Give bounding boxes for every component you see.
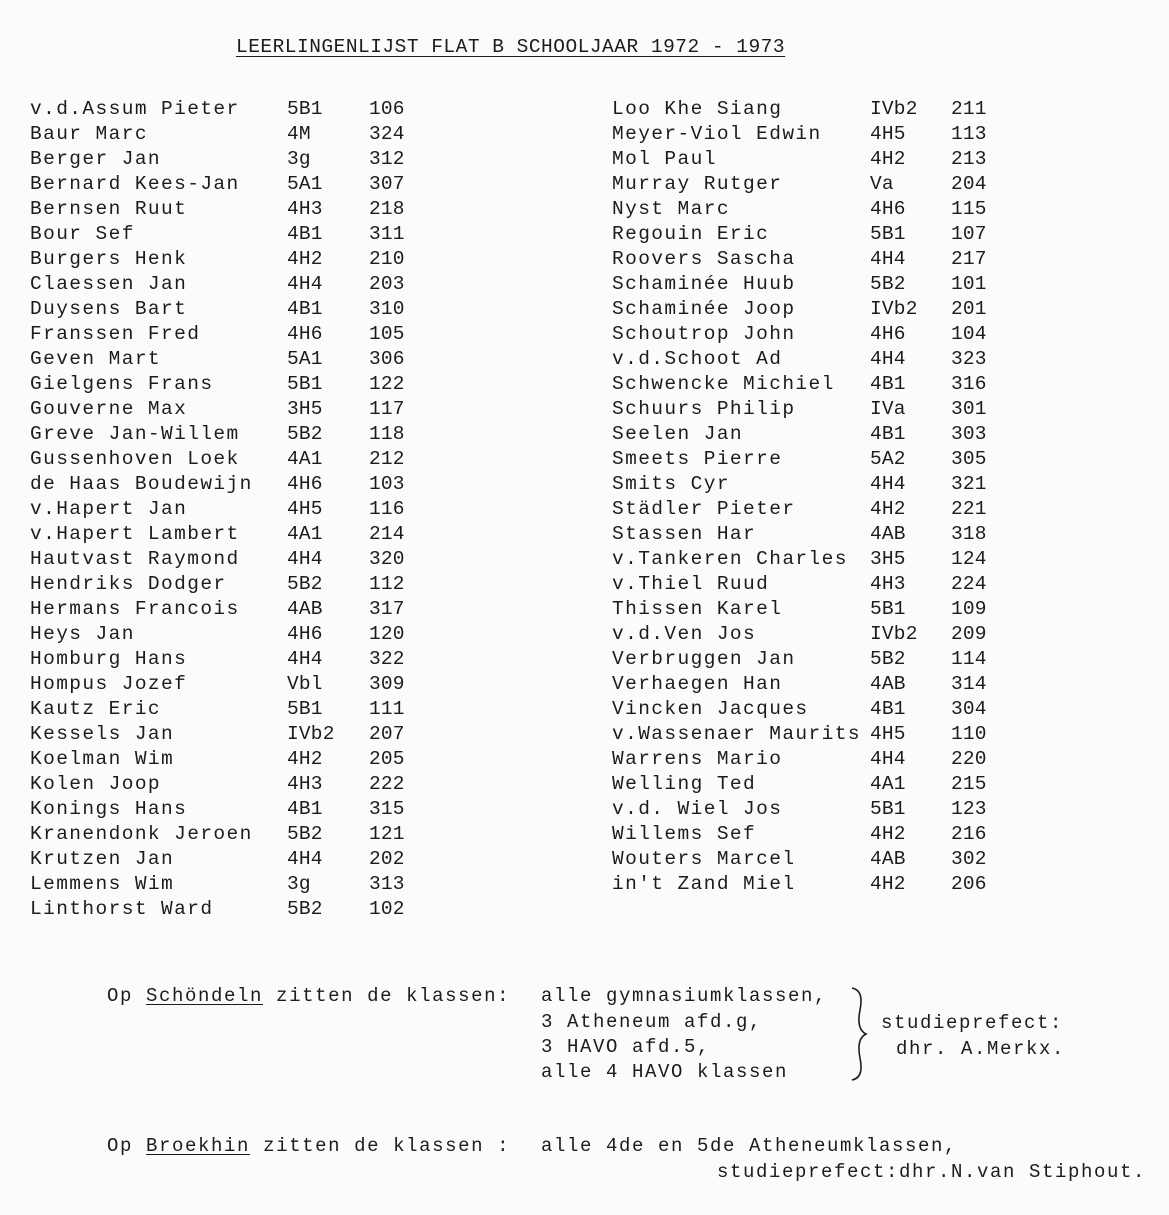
student-room: 306	[369, 348, 405, 370]
student-room: 224	[951, 573, 987, 595]
student-room: 213	[951, 148, 987, 170]
student-class: 4AB	[870, 673, 906, 695]
student-class: 4H5	[870, 123, 906, 145]
student-room: 315	[369, 798, 405, 820]
student-room: 302	[951, 848, 987, 870]
student-room: 105	[369, 323, 405, 345]
student-name: Schaminée Huub	[612, 273, 796, 295]
student-class: 4A1	[287, 448, 323, 470]
student-room: 309	[369, 673, 405, 695]
student-class: 4A1	[287, 523, 323, 545]
broekhin-prefect: studieprefect:dhr.N.van Stiphout.	[717, 1161, 1147, 1183]
student-room: 301	[951, 398, 987, 420]
student-name: Krutzen Jan	[30, 848, 175, 870]
broekhin-place: Broekhin	[146, 1135, 251, 1157]
student-class: 4H4	[870, 473, 906, 495]
student-class: 4H2	[870, 148, 906, 170]
student-name: v.Hapert Lambert	[30, 523, 240, 545]
student-name: Welling Ted	[612, 773, 757, 795]
student-class: 5B1	[870, 798, 906, 820]
student-name: Gouverne Max	[30, 398, 188, 420]
student-class: 4B1	[870, 373, 906, 395]
student-class: 4H2	[870, 873, 906, 895]
schondeln-place: Schöndeln	[146, 985, 264, 1007]
student-class: 4B1	[870, 698, 906, 720]
student-room: 212	[369, 448, 405, 470]
student-room: 120	[369, 623, 405, 645]
student-room: 121	[369, 823, 405, 845]
student-class: 4H3	[287, 773, 323, 795]
student-name: v.d. Wiel Jos	[612, 798, 783, 820]
student-room: 104	[951, 323, 987, 345]
student-room: 216	[951, 823, 987, 845]
student-name: Bernard Kees-Jan	[30, 173, 240, 195]
student-class: 5B2	[287, 423, 323, 445]
student-class: 5B2	[287, 573, 323, 595]
student-class: IVa	[870, 398, 906, 420]
student-class: 4H6	[287, 623, 323, 645]
student-room: 217	[951, 248, 987, 270]
student-class: 4AB	[870, 848, 906, 870]
student-name: Thissen Karel	[612, 598, 783, 620]
schondeln-line-3: 3 HAVO afd.5,	[541, 1036, 711, 1058]
student-class: 5B1	[287, 698, 323, 720]
student-name: Lemmens Wim	[30, 873, 175, 895]
student-class: 4H3	[287, 198, 323, 220]
student-name: Murray Rutger	[612, 173, 783, 195]
student-name: Vincken Jacques	[612, 698, 809, 720]
student-name: Gielgens Frans	[30, 373, 214, 395]
student-name: v.d.Ven Jos	[612, 623, 757, 645]
student-name: Gussenhoven Loek	[30, 448, 240, 470]
student-class: 4H5	[287, 498, 323, 520]
student-name: Verhaegen Han	[612, 673, 783, 695]
student-name: Smeets Pierre	[612, 448, 783, 470]
student-name: Loo Khe Siang	[612, 98, 783, 120]
student-name: Schwencke Michiel	[612, 373, 835, 395]
student-name: Hendriks Dodger	[30, 573, 227, 595]
student-room: 215	[951, 773, 987, 795]
student-class: 4B1	[870, 423, 906, 445]
student-room: 205	[369, 748, 405, 770]
student-name: Schoutrop John	[612, 323, 796, 345]
student-room: 221	[951, 498, 987, 520]
student-class: 4A1	[870, 773, 906, 795]
student-room: 310	[369, 298, 405, 320]
student-name: Meyer-Viol Edwin	[612, 123, 822, 145]
student-name: Städler Pieter	[612, 498, 796, 520]
student-class: 3g	[287, 148, 311, 170]
student-class: 4M	[287, 123, 311, 145]
student-name: Schaminée Joop	[612, 298, 796, 320]
student-room: 123	[951, 798, 987, 820]
student-room: 317	[369, 598, 405, 620]
student-class: 4B1	[287, 798, 323, 820]
student-name: Mol Paul	[612, 148, 717, 170]
student-name: v.Tankeren Charles	[612, 548, 848, 570]
student-name: Roovers Sascha	[612, 248, 796, 270]
student-class: IVb2	[287, 723, 335, 745]
schondeln-prefect-label: studieprefect:	[881, 1012, 1064, 1034]
student-class: 5A1	[287, 348, 323, 370]
page-title: LEERLINGENLIJST FLAT B SCHOOLJAAR 1972 - 1973	[236, 36, 786, 58]
student-room: 201	[951, 298, 987, 320]
student-room: 202	[369, 848, 405, 870]
student-name: Smits Cyr	[612, 473, 730, 495]
student-name: Konings Hans	[30, 798, 188, 820]
student-class: 4H4	[870, 748, 906, 770]
schondeln-line-1: alle gymnasiumklassen,	[541, 985, 828, 1007]
student-room: 318	[951, 523, 987, 545]
student-room: 106	[369, 98, 405, 120]
student-class: 5B2	[870, 273, 906, 295]
student-room: 124	[951, 548, 987, 570]
student-room: 321	[951, 473, 987, 495]
student-class: 5B1	[287, 98, 323, 120]
student-room: 218	[369, 198, 405, 220]
student-room: 117	[369, 398, 405, 420]
student-room: 107	[951, 223, 987, 245]
student-name: v.Hapert Jan	[30, 498, 188, 520]
broekhin-line: alle 4de en 5de Atheneumklassen,	[541, 1135, 958, 1157]
student-room: 203	[369, 273, 405, 295]
student-class: 4B1	[287, 298, 323, 320]
student-name: v.d.Assum Pieter	[30, 98, 240, 120]
student-room: 116	[369, 498, 405, 520]
student-name: Hompus Jozef	[30, 673, 188, 695]
student-class: 5B1	[870, 223, 906, 245]
student-class: Va	[870, 173, 894, 195]
student-room: 220	[951, 748, 987, 770]
student-name: v.d.Schoot Ad	[612, 348, 783, 370]
student-room: 102	[369, 898, 405, 920]
student-room: 211	[951, 98, 987, 120]
student-name: Koelman Wim	[30, 748, 175, 770]
student-room: 103	[369, 473, 405, 495]
broekhin-suffix: zitten de klassen :	[263, 1135, 511, 1157]
student-room: 122	[369, 373, 405, 395]
schondeln-suffix: zitten de klassen:	[276, 985, 511, 1007]
student-room: 304	[951, 698, 987, 720]
student-name: Wouters Marcel	[612, 848, 796, 870]
student-room: 322	[369, 648, 405, 670]
student-room: 111	[369, 698, 405, 720]
student-room: 101	[951, 273, 987, 295]
student-class: 4H4	[870, 348, 906, 370]
student-class: 4AB	[287, 598, 323, 620]
student-class: 4H4	[870, 248, 906, 270]
student-class: IVb2	[870, 98, 918, 120]
student-room: 324	[369, 123, 405, 145]
broekhin-prefix: Op	[107, 1135, 134, 1157]
student-class: 4H6	[287, 473, 323, 495]
schondeln-line-4: alle 4 HAVO klassen	[541, 1061, 789, 1083]
student-room: 307	[369, 173, 405, 195]
student-class: 3H5	[870, 548, 906, 570]
student-name: Kessels Jan	[30, 723, 175, 745]
student-room: 206	[951, 873, 987, 895]
student-room: 314	[951, 673, 987, 695]
schondeln-line-2: 3 Atheneum afd.g,	[541, 1011, 763, 1033]
student-class: Vbl	[287, 673, 323, 695]
student-class: 4H2	[287, 748, 323, 770]
student-class: 3H5	[287, 398, 323, 420]
student-class: 4H3	[870, 573, 906, 595]
student-name: Franssen Fred	[30, 323, 201, 345]
student-class: 4H2	[870, 498, 906, 520]
student-room: 320	[369, 548, 405, 570]
student-class: 5A1	[287, 173, 323, 195]
student-class: 4H4	[287, 648, 323, 670]
student-room: 305	[951, 448, 987, 470]
student-class: 5B2	[287, 898, 323, 920]
schondeln-heading	[107, 984, 510, 1009]
student-room: 209	[951, 623, 987, 645]
student-class: 4H2	[870, 823, 906, 845]
student-name: Hautvast Raymond	[30, 548, 240, 570]
student-name: Duysens Bart	[30, 298, 188, 320]
student-room: 112	[369, 573, 405, 595]
student-room: 114	[951, 648, 987, 670]
student-room: 311	[369, 223, 405, 245]
student-class: 3g	[287, 873, 311, 895]
student-name: Kautz Eric	[30, 698, 162, 720]
student-class: 4B1	[287, 223, 323, 245]
student-room: 115	[951, 198, 987, 220]
student-class: 4H4	[287, 848, 323, 870]
student-class: 4H6	[870, 323, 906, 345]
broekhin-heading	[107, 1134, 510, 1159]
student-class: 5B2	[870, 648, 906, 670]
student-name: v.Thiel Ruud	[612, 573, 770, 595]
schondeln-prefix: Op	[107, 985, 134, 1007]
student-class: IVb2	[870, 298, 918, 320]
student-class: 4H5	[870, 723, 906, 745]
student-room: 316	[951, 373, 987, 395]
student-name: Linthorst Ward	[30, 898, 214, 920]
student-class: 4H6	[287, 323, 323, 345]
student-room: 214	[369, 523, 405, 545]
student-class: 5B1	[287, 373, 323, 395]
student-room: 110	[951, 723, 987, 745]
student-room: 323	[951, 348, 987, 370]
right-brace	[846, 986, 870, 1082]
student-room: 113	[951, 123, 987, 145]
student-name: Schuurs Philip	[612, 398, 796, 420]
student-room: 204	[951, 173, 987, 195]
student-name: Regouin Eric	[612, 223, 770, 245]
student-name: Baur Marc	[30, 123, 148, 145]
student-name: Kranendonk Jeroen	[30, 823, 253, 845]
student-room: 312	[369, 148, 405, 170]
student-name: Burgers Henk	[30, 248, 188, 270]
student-name: Greve Jan-Willem	[30, 423, 240, 445]
student-name: Berger Jan	[30, 148, 162, 170]
student-room: 118	[369, 423, 405, 445]
student-class: 5B1	[870, 598, 906, 620]
student-class: 4H4	[287, 548, 323, 570]
student-name: Nyst Marc	[612, 198, 730, 220]
student-name: Willems Sef	[612, 823, 757, 845]
student-name: Warrens Mario	[612, 748, 783, 770]
student-name: Stassen Har	[612, 523, 757, 545]
student-room: 313	[369, 873, 405, 895]
schondeln-prefect-name: dhr. A.Merkx.	[896, 1038, 1066, 1060]
student-class: 4H2	[287, 248, 323, 270]
student-name: Homburg Hans	[30, 648, 188, 670]
student-class: 5A2	[870, 448, 906, 470]
student-name: Heys Jan	[30, 623, 135, 645]
student-class: 4AB	[870, 523, 906, 545]
student-name: Geven Mart	[30, 348, 162, 370]
student-room: 303	[951, 423, 987, 445]
student-name: Seelen Jan	[612, 423, 744, 445]
student-name: in't Zand Miel	[612, 873, 796, 895]
student-name: Bernsen Ruut	[30, 198, 188, 220]
student-room: 207	[369, 723, 405, 745]
student-name: Hermans Francois	[30, 598, 240, 620]
student-class: 4H4	[287, 273, 323, 295]
student-room: 222	[369, 773, 405, 795]
student-name: v.Wassenaer Maurits	[612, 723, 861, 745]
student-class: 5B2	[287, 823, 323, 845]
student-class: IVb2	[870, 623, 918, 645]
student-class: 4H6	[870, 198, 906, 220]
student-name: Verbruggen Jan	[612, 648, 796, 670]
student-room: 210	[369, 248, 405, 270]
student-name: Kolen Joop	[30, 773, 162, 795]
student-name: de Haas Boudewijn	[30, 473, 253, 495]
student-room: 109	[951, 598, 987, 620]
student-name: Bour Sef	[30, 223, 135, 245]
student-name: Claessen Jan	[30, 273, 188, 295]
